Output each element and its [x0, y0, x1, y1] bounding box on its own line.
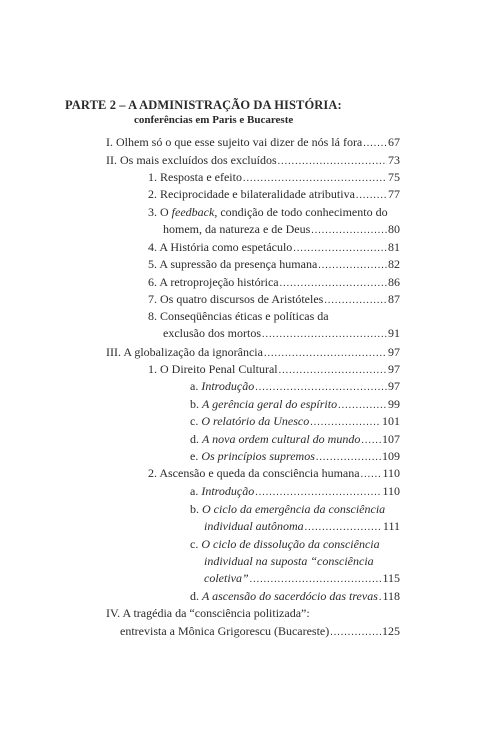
toc-entry-III-2-a[interactable]: a. Introdução ..... 110 [190, 484, 400, 500]
toc-entry-II-4[interactable]: 4. A História como espetáculo ..... 81 [148, 240, 400, 256]
dot-leader [338, 399, 387, 413]
dot-leader [379, 591, 382, 605]
dot-leader [318, 259, 387, 273]
dot-leader [361, 468, 382, 482]
dot-leader [279, 364, 387, 378]
toc-entry-II-8-line1[interactable]: 8. Conseqüências éticas e políticas da [148, 309, 329, 323]
dot-leader [324, 294, 387, 308]
toc-entry-III-2[interactable]: 2. Ascensão e queda da consciência humana ..... 110 [148, 466, 400, 482]
toc-entry-IV-line1[interactable]: IV. A tragédia da “consciência politizada”: [106, 606, 310, 620]
toc-entry-III-2-d[interactable]: d. A ascensão do sacerdócio das trevas ..... 118 [190, 589, 400, 605]
toc-entry-III-1-e[interactable]: e. Os princípios supremos ..... 109 [190, 449, 400, 465]
dot-leader [330, 626, 381, 640]
part-title: PARTE 2 – A ADMINISTRAÇÃO DA HISTÓRIA: [65, 98, 342, 112]
dot-leader [305, 521, 382, 535]
toc-entry-II-8-line2[interactable]: exclusão dos mortos ..... 91 [163, 326, 400, 342]
dot-leader [293, 242, 387, 256]
toc-entry-II-6[interactable]: 6. A retroprojeção histórica ..... 86 [148, 275, 400, 291]
toc-entry-III-2-b-line2[interactable]: individual autônoma ..... 111 [204, 519, 400, 535]
dot-leader [310, 416, 381, 430]
dot-leader [262, 328, 387, 342]
dot-leader [311, 224, 387, 238]
part-subtitle: conferências em Paris e Bucareste [134, 114, 294, 126]
dot-leader [264, 347, 387, 361]
toc-entry-III[interactable]: III. A globalização da ignorância ..... 97 [106, 345, 400, 361]
toc-entry-III-1-a[interactable]: a. Introdução ..... 97 [190, 379, 400, 395]
toc-entry-II-2[interactable]: 2. Reciprocidade e bilateralidade atributiva ..... 77 [148, 187, 400, 203]
dot-leader [243, 172, 387, 186]
toc-entry-II[interactable]: II. Os mais excluídos dos excluídos ..... 73 [106, 153, 400, 169]
toc-entry-I[interactable]: I. Olhem só o que esse sujeito vai dizer de nós lá fora ..... 67 [106, 135, 400, 151]
toc-entry-III-1[interactable]: 1. O Direito Penal Cultural ..... 97 [148, 362, 400, 378]
toc-entry-III-2-c-line3[interactable]: coletiva” ..... 115 [204, 571, 400, 587]
toc-entry-III-2-c-line1[interactable]: c. O ciclo de dissolução da consciência [190, 537, 380, 551]
toc-entry-III-1-c[interactable]: c. O relatório da Unesco ..... 101 [190, 414, 400, 430]
dot-leader [278, 155, 387, 169]
toc-entry-II-3-line2[interactable]: homem, da natureza e de Deus ..... 80 [163, 222, 400, 238]
toc-entry-II-7[interactable]: 7. Os quatro discursos de Aristóteles ..... 87 [148, 292, 400, 308]
toc-entry-II-5[interactable]: 5. A supressão da presença humana ..... 82 [148, 257, 400, 273]
dot-leader [356, 189, 387, 203]
toc-entry-II-1[interactable]: 1. Resposta e efeito ..... 75 [148, 170, 400, 186]
dot-leader [361, 434, 381, 448]
dot-leader [280, 277, 387, 291]
dot-leader [316, 451, 381, 465]
toc-entry-III-2-c-line2[interactable]: individual na suposta “consciência [204, 554, 374, 568]
dot-leader [250, 573, 382, 587]
toc-entry-III-1-d[interactable]: d. A nova ordem cultural do mundo ..... 107 [190, 432, 400, 448]
toc-entry-III-1-b[interactable]: b. A gerência geral do espírito ..... 99 [190, 397, 400, 413]
dot-leader [363, 137, 387, 151]
dot-leader [255, 486, 381, 500]
toc-entry-IV-line2[interactable]: entrevista a Mônica Grigorescu (Bucareste) ..... 125 [120, 624, 400, 640]
toc-entry-II-3-line1[interactable]: 3. O feedback, condição de todo conhecimento do [148, 205, 388, 219]
toc-entry-III-2-b-line1[interactable]: b. O ciclo da emergência da consciência [190, 502, 386, 516]
dot-leader [255, 381, 387, 395]
